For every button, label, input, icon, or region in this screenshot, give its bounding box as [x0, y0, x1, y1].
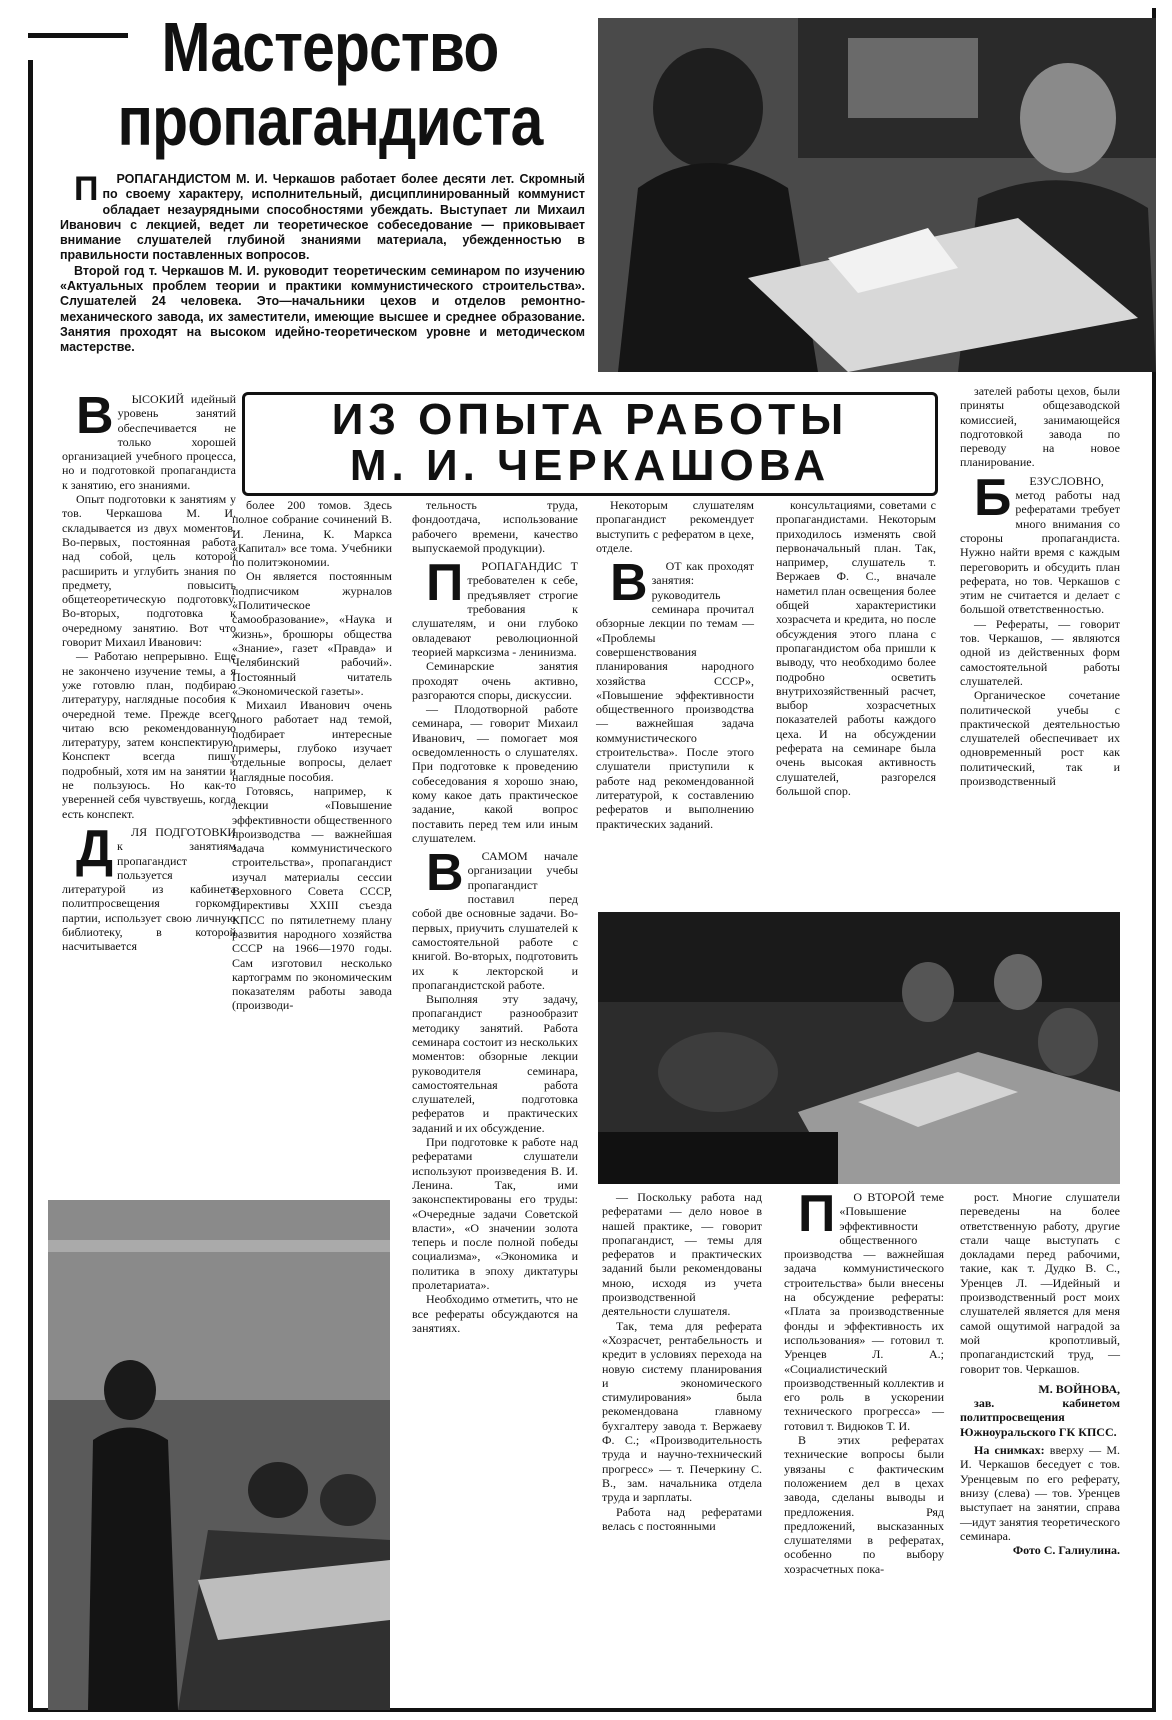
- paragraph: О ВТОРОЙ теме «Повышение эффективности общественного производства — важнейшая задача коммунистического строительства» были внесены на обсуждение рефераты: «Плата за производственные фонды и эффективность их использования» — готовил т. Уренцев Л. А.; «Социалистический производственный коллектив и его роль в ускорении технического прогресса» — готовил т. Видюков Т. И.: [784, 1190, 944, 1433]
- paragraph: — Плодотворной работе семинара, — говорит Михаил Иванович, — помогает моя осведомленность о слушателях. При подготовке к проведению собеседования я хорошо знаю, кому какое дать практическое задание, какой вопрос поставить перед тем или иным слушателем.: [412, 702, 578, 845]
- photo-credit: Фото С. Галиулина.: [1012, 1543, 1120, 1558]
- photo-seminar: [598, 912, 1120, 1184]
- paragraph: более 200 томов. Здесь полное собрание сочинений В. И. Ленина, К. Маркса «Капитал» все тома. Учебники по политэкономии.: [232, 498, 392, 570]
- section-title-box: [242, 392, 938, 496]
- drop-cap: В: [610, 554, 648, 613]
- paragraph: Органическое сочетание политической учебы с практической деятельностью слушателей обеспечивает их одновременный рост как политический, так и производственный: [960, 688, 1120, 789]
- paragraph: Михаил Иванович очень много работает над темой, подбирает интересные примеры, глубоко изучает отдельные вопросы, делает наглядные пособия.: [232, 698, 392, 784]
- paragraph: рост. Многие слушатели переведены на более ответственную работу, другие стали чаще выступать с докладами перед рабочими, такие, как т. Дудко В. С., Уренцев Л. —Идейный и производственный рост моих слушателей является для меня самой ощутимой наградой за мой кропотливый, пропагандистский труд, — говорит тов. Черкашов.: [960, 1190, 1120, 1376]
- paragraph: Некоторым слушателям пропагандист рекомендует выступить с рефератом в цехе, отделе.: [596, 498, 754, 555]
- paragraph: При подготовке к работе над рефератами слушатели используют произведения В. И. Ленина. Так, ими законспектированы его труды: «Очередные задачи Советской власти», «О значении золота теперь и после полной победы социализма», «Экономика и политика в эпоху диктатуры пролетариата».: [412, 1135, 578, 1293]
- column-8: [784, 1185, 944, 1576]
- paragraph: ЕЗУСЛОВНО, метод работы над рефератами требует много внимания со стороны пропагандиста. Нужно найти время с каждым переговорить и обсудить план реферата, но тов. Черкашов с этим не считается и делает с большой ответственностью.: [960, 473, 1120, 617]
- paragraph: Опыт подготовки к занятиям у тов. Черкашова М. И. складывается из двух моментов. Во-первых, постоянная работа над собой, цель которой расширить и углубить знания по предмету, повысить общетеоретическую подготовку. Во-вторых, подготовка к очередному занятию. Вот что говорит Михаил Иванович:: [62, 492, 236, 650]
- paragraph: — Поскольку работа над рефератами — дело новое в нашей практике, — говорит пропагандист, — темы для рефератов и практических заданий были рекомендованы мною, исходя из учета производственной деятельности слушателя.: [602, 1190, 762, 1319]
- photo-speaker: [48, 1200, 390, 1710]
- paragraph: Выполняя эту задачу, пропагандист разнообразит методику занятий. Работа семинара состоит из нескольких моментов: обзорные лекции руководителя семинара, самостоятельная работа слушателей, подготовка рефератов и практических заданий и их обсуждение.: [412, 992, 578, 1135]
- paragraph: РОПАГАНДИС Т требователен к себе, предъявляет строгие требования к слушателям, и они глубоко овладевают революционной теорией марксизма - ленинизма.: [412, 559, 578, 659]
- paragraph: тельность труда, фондоотдача, использование рабочего времени, качество выпускаемой продукции).: [412, 498, 578, 555]
- frame-line: [28, 60, 33, 1710]
- paragraph: ЛЯ ПОДГОТОВКИ к занятиям пропагандист пользуется литературой из кабинета политпросвещения горкома партии, использует свою личную библиотеку, в которой насчитывается: [62, 824, 236, 954]
- drop-cap: П: [74, 170, 99, 208]
- drop-cap: В: [76, 387, 114, 445]
- author-name: М. ВОЙНОВА,: [1038, 1381, 1120, 1396]
- paragraph: консультациями, советами с пропагандистами. Некоторым приходилось изменять свой первоначальный план. Так, например, слушатель т. Вержаев Ф. С., вначале наметил план освещения более общей характеристики хозрасчета и кредита, но после обсуждения этого плана с пропагандистом оба пришли к выводу, что необходимо более подробно осветить внутрихозяйственный расчет, выбор хозрасчетных показателей работы каждого цеха. И на обсуждении реферата на семинаре была очень высокая активность слушателей, разгорелся большой спор.: [776, 498, 936, 798]
- paragraph: — Рефераты, — говорит тов. Черкашов, — являются одной из действенных форм самостоятельной работы слушателей.: [960, 616, 1120, 688]
- paragraph: В этих рефератах технические вопросы были увязаны с фактическим положением дел в цехах завода, сделаны выводы и предложения. Ряд предложений, высказанных слушателями в рефератах, особенно по выбору хозрасчетных пока-: [784, 1433, 944, 1576]
- paragraph: Он является постоянным подписчиком журналов «Политическое самообразование», «Наука и жизнь», брошюры общества «Знание», газет «Правда» и Челябинский рабочий». Постоянный читатель «Экономической газеты».: [232, 569, 392, 698]
- section-title: М. И. ЧЕРКАШОВА: [349, 441, 831, 490]
- lead-text: РОПАГАНДИСТОМ М. И. Черкашов работает более десяти лет. Скромный по своему характеру, исполнительный, дисциплинированный коммунист обладает незаурядными способностями убеждать. Выступает ли Михаил Иванович с лекцией, ведет ли теоретическое собеседование — приковывает внимание слушателей глубиной знаниями материала, убежденностью в правильности поставленных вопросов.: [60, 172, 585, 263]
- headline-line: пропагандиста: [117, 82, 543, 160]
- paragraph: ЫСОКИЙ идейный уровень занятий обеспечивается не только хорошей организацией учебного процесса, но и подготовкой пропагандиста к занятию, его знаниями.: [62, 392, 236, 492]
- column-4: [596, 498, 754, 831]
- drop-cap: П: [798, 1185, 836, 1243]
- paragraph: Необходимо отметить, что не все рефераты обсуждаются на занятиях.: [412, 1292, 578, 1335]
- column-2: [232, 498, 392, 1013]
- paragraph: Так, тема для реферата «Хозрасчет, рентабельность и кредит в условиях перехода на новую систему планирования и экономического стимулирования» была рекомендована главному бухгалтеру завода т. Вержаеву Ф. С.; «Производительность труда и научно-технический прогресс» — т. Печеркину С. В., зам. начальника отдела труда и зарплаты.: [602, 1318, 762, 1505]
- paragraph: — Работаю непрерывно. Еще не закончено изучение темы, а я уже готовлю план, подбираю литературу, наглядные пособия к очередной теме. Прежде всего читаю всю рекомендованную литературу, затем конспектирую. Конспект всегда пишу подробный, хотя им на занятии и не пользуюсь. Но как-то уверенней себя чувствуешь, когда есть конспект.: [62, 649, 236, 821]
- headline-line: Мастерство: [161, 8, 499, 86]
- column-7: [602, 1190, 762, 1533]
- lead-paragraph: [60, 172, 585, 356]
- headline: [103, 10, 557, 158]
- drop-cap: Д: [76, 819, 114, 878]
- drop-cap: В: [426, 844, 464, 903]
- paragraph: Семинарские занятия проходят очень активно, разгораются споры, дискуссии.: [412, 659, 578, 702]
- column-5: [776, 498, 936, 798]
- paragraph: Готовясь, например, к лекции «Повышение эффективности общественного производства — важнейшая задача коммунистического строительства», пропагандист изучал материалы сессии Верховного Совета СССР, Директивы XXIII съезда КПСС по пятилетнему плану развития народного хозяйства СССР на 1966—1970 годы. Сам изготовил несколько картограмм по экономическим показателям работы завода (производи-: [232, 783, 392, 1013]
- column-1: [62, 387, 236, 954]
- column-9: [960, 1190, 1120, 1557]
- paragraph: Работа над рефератами велась с постоянными: [602, 1504, 762, 1533]
- paragraph: ОТ как проходят занятия: руководитель семинара прочитал обзорные лекции по темам — «Проблемы совершенствования планирования народного хозяйства СССР», «Повышение эффективности общественного производства — важнейшая задача коммунистического строительства». После этого слушатели приступили к работе над рекомендованной литературой, к составлению рефератов и выполнению практических заданий.: [596, 559, 754, 831]
- column-6: [960, 384, 1120, 788]
- author-position: зав. кабинетом политпросвещения Южноуральского ГК КПСС.: [960, 1396, 1120, 1439]
- drop-cap: П: [426, 554, 464, 613]
- caption-label: На снимках:: [974, 1443, 1045, 1458]
- column-3: [412, 498, 578, 1335]
- paragraph: зателей работы цехов, были приняты общезаводской комиссией, занимающейся подготовкой завода по переводу на новое планирование.: [960, 384, 1120, 470]
- photo-caption: вверху — М. И. Черкашов беседует с тов. Уренцевым по его реферату, внизу (слева) — тов. Уренцев выступает на занятии, справа —идут занятия теоретического семинара.: [960, 1443, 1120, 1543]
- lead-text: Второй год т. Черкашов М. И. руководит теоретическим семинаром по изучению «Актуальных проблем теории и практики коммунистического строительства». Слушателей 24 человека. Это—начальники цехов и отделов ремонтно-механического завода, их заместители, имеющие высшее и среднее образование. Занятия проходят на высоком идейно-теоретическом уровне и методическом мастерстве.: [60, 263, 585, 355]
- drop-cap: Б: [974, 468, 1012, 527]
- paragraph: САМОМ начале организации учебы пропагандист поставил перед собой две основные задачи. Во-первых, приучить слушателей к самостоятельной работе с книгой. Во-вторых, подготовить их к лекторской и пропагандистской работе.: [412, 849, 578, 992]
- section-title: ИЗ ОПЫТА РАБОТЫ: [331, 395, 849, 444]
- photo-conversation: [598, 18, 1156, 372]
